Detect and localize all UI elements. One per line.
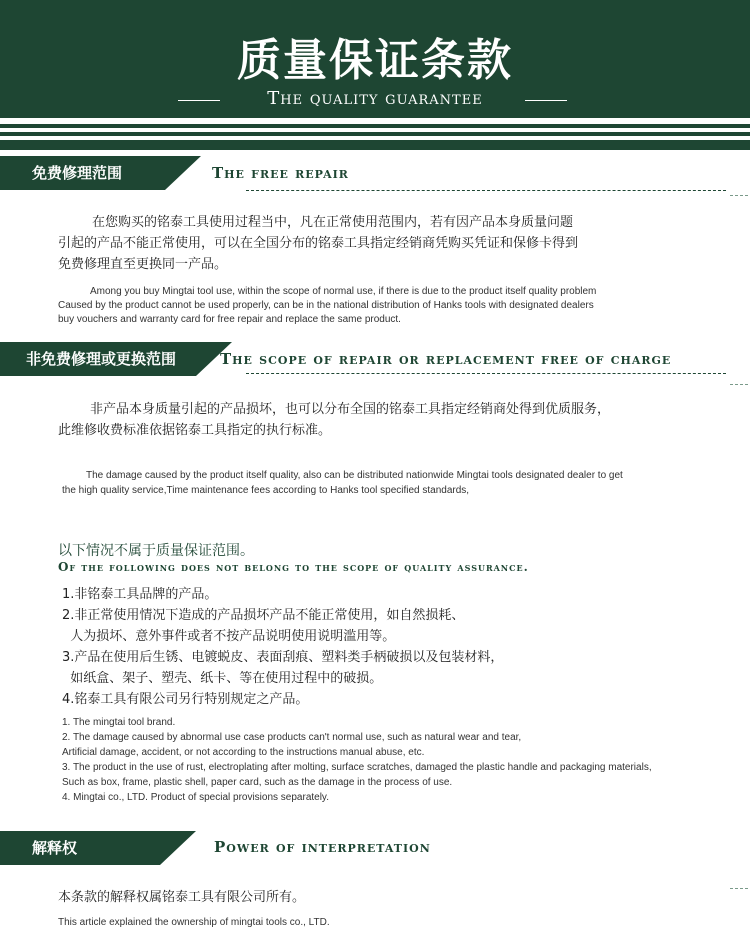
section-title-free-repair: The free repair — [212, 164, 349, 182]
paragraph-en: The damage caused by the product itself quality, also can be distributed nationwide Mingtai tools designated dealer to get — [86, 470, 623, 481]
paragraph-cn: 免费修理直至更换同一产品。 — [58, 257, 228, 272]
header-stripe — [0, 124, 750, 128]
section-title-interpretation: Power of interpretation — [214, 838, 431, 856]
paragraph-cn: 在您购买的铭泰工具使用过程当中，凡在正常使用范围内，若有因产品本身质量问题 — [92, 215, 574, 230]
exclusion-item-cn: 4.铭泰工具有限公司另行特别规定之产品。 — [62, 692, 309, 707]
section-tab-interpretation: 解释权 — [0, 831, 160, 865]
exclusion-item-en: 2. The damage caused by abnormal use case products can't normal use, such as natural wear and tear, — [62, 732, 522, 743]
section-tab-paid-repair: 非免费修理或更换范围 — [0, 342, 196, 376]
section-title-paid-repair: The scope of repair or replacement free of charge — [220, 350, 672, 368]
exclusion-item-cn: 人为损坏、意外事件或者不按产品说明使用说明滥用等。 — [62, 629, 396, 644]
exclusion-item-cn: 1.非铭泰工具品牌的产品。 — [62, 587, 218, 602]
paragraph-cn: 引起的产品不能正常使用，可以在全国分布的铭泰工具指定经销商凭购买凭证和保修卡得到 — [58, 236, 579, 251]
paragraph-en: buy vouchers and warranty card for free repair and replace the same product. — [58, 314, 401, 325]
exclusion-item-en: Such as box, frame, plastic shell, paper card, such as the damage in the process of use. — [62, 777, 453, 788]
header-stripe — [0, 140, 750, 150]
page-title: 质量保证条款 — [237, 35, 513, 86]
section-divider — [246, 190, 726, 191]
exclusions-title-cn: 以下情况不属于质量保证范围。 — [58, 543, 254, 559]
exclusion-item-en: Artificial damage, accident, or not according to the instructions manual abuse, etc. — [62, 747, 425, 758]
paragraph-en: the high quality service,Time maintenance fees according to Hanks tool specified standards, — [62, 485, 470, 496]
paragraph-en: This article explained the ownership of mingtai tools co., LTD. — [58, 917, 330, 928]
section-divider — [246, 373, 726, 374]
exclusion-item-cn: 如纸盒、架子、塑壳、纸卡、等在使用过程中的破损。 — [62, 671, 383, 686]
paragraph-en: Caused by the product cannot be used properly, can be in the national distribution of Hanks tools with designated dealers — [58, 300, 594, 311]
section-divider-tail — [730, 888, 748, 889]
paragraph-cn: 非产品本身质量引起的产品损坏，也可以分布全国的铭泰工具指定经销商处得到优质服务， — [90, 402, 611, 417]
section-divider-tail — [730, 195, 748, 196]
paragraph-cn: 本条款的解释权属铭泰工具有限公司所有。 — [58, 890, 306, 905]
section-divider-tail — [730, 384, 748, 385]
title-rule-right — [525, 100, 567, 101]
page-header — [0, 0, 750, 118]
exclusion-item-cn: 2.非正常使用情况下造成的产品损坏产品不能正常使用，如自然损耗、 — [62, 608, 465, 623]
header-stripe — [0, 132, 750, 136]
page-subtitle: The quality guarantee — [267, 88, 483, 109]
exclusion-item-en: 3. The product in the use of rust, electroplating after molting, surface scratches, damaged the plastic handle and packaging materials, — [62, 762, 652, 773]
exclusions-title-en: Of the following does not belong to the scope of quality assurance. — [58, 560, 529, 574]
exclusion-item-en: 4. Mingtai co., LTD. Product of special provisions separately. — [62, 792, 329, 803]
paragraph-en: Among you buy Mingtai tool use, within the scope of normal use, if there is due to the product itself quality problem — [90, 286, 597, 297]
exclusion-item-cn: 3.产品在使用后生锈、电镀蜕皮、表面刮痕、塑料类手柄破损以及包装材料， — [62, 650, 504, 665]
section-tab-free-repair: 免费修理范围 — [0, 156, 165, 190]
paragraph-cn: 此维修收费标准依据铭泰工具指定的执行标准。 — [58, 423, 332, 438]
exclusion-item-en: 1. The mingtai tool brand. — [62, 717, 176, 728]
